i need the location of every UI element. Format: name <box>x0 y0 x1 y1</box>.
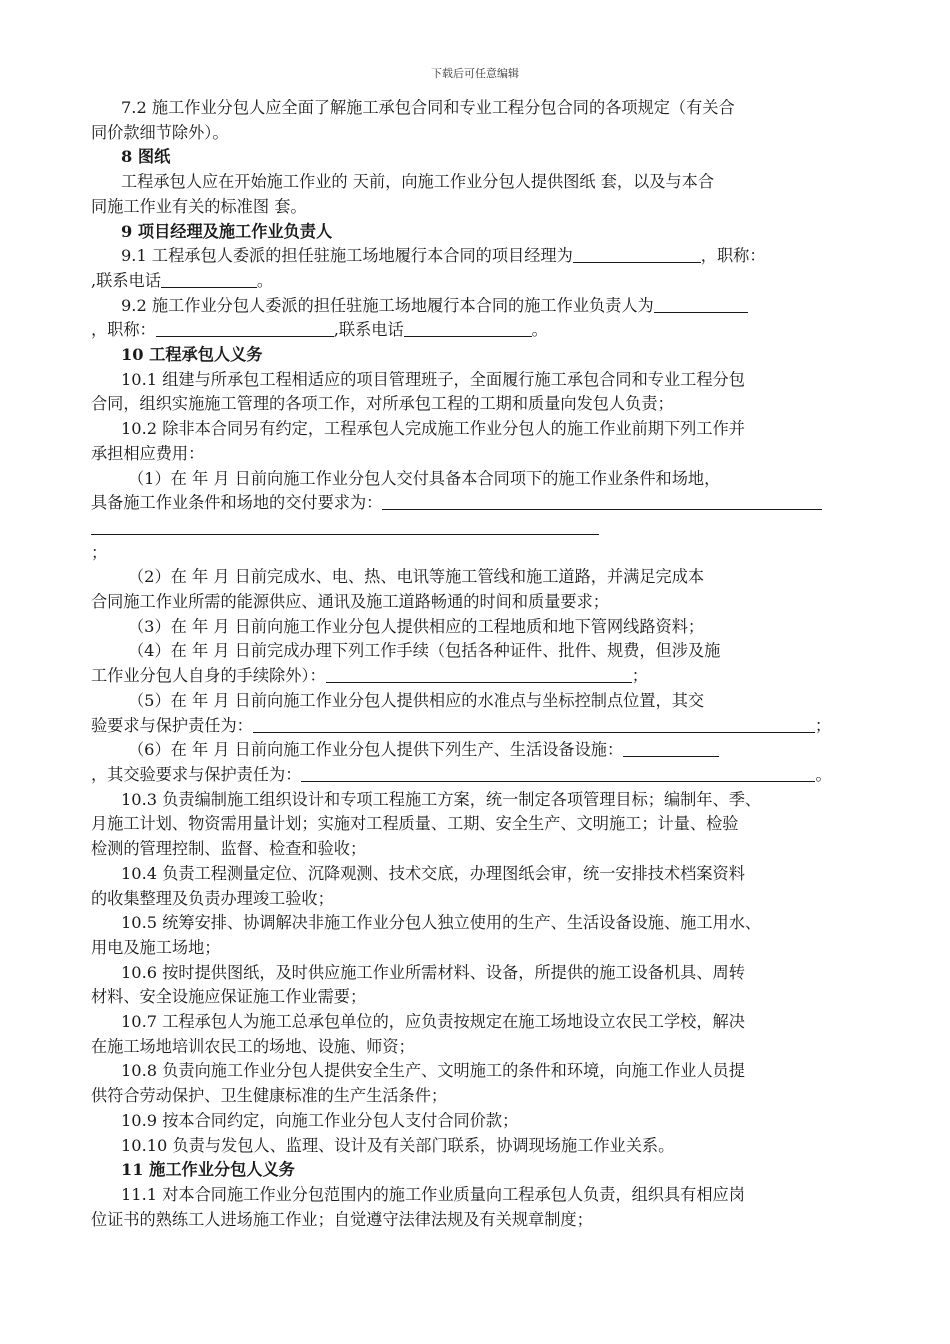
clause-10-2: 10.2 除非本合同另有约定，工程承包人完成施工作业分包人的施工作业前期下列工作并 <box>121 419 745 439</box>
clause-10-4-cont: 的收集整理及负责办理竣工验收； <box>91 888 334 908</box>
clause-10-3-cont: 月施工计划、物资需用量计划；实施对工程质量、工期、安全生产、文明施工；计量、检验 <box>91 814 739 834</box>
section-8-text: 工程承包人应在开始施工作业的 天前，向施工作业分包人提供图纸 套，以及与本合 <box>121 172 715 192</box>
item-6-cont: ，其交验要求与保护责任为： 。 <box>91 764 832 784</box>
blank-field <box>91 517 599 535</box>
item-1-blank-line <box>91 516 869 541</box>
blank-field <box>404 319 532 337</box>
clause-10-7: 10.7 工程承包人为施工总承包单位的，应负责按规定在施工场地设立农民工学校，解决 <box>121 1012 745 1032</box>
blank-field <box>156 319 334 337</box>
clause-9-2-cont: ，职称： ,联系电话 。 <box>91 320 548 340</box>
section-9-heading: 9 项目经理及施工作业负责人 <box>121 221 333 241</box>
clause-10-8-cont: 供符合劳动保护、卫生健康标准的生产生活条件； <box>91 1086 448 1106</box>
item-6: （6）在 年 月 日前向施工作业分包人提供下列生产、生活设备设施： <box>91 738 869 763</box>
clause-10-3-cont2: 检测的管理控制、监督、检查和验收； <box>91 839 367 859</box>
clause-10-4: 10.4 负责工程测量定位、沉降观测、技术交底，办理图纸会审，统一安排技术档案资料 <box>121 863 745 883</box>
clause-10-9: 10.9 按本合同约定，向施工作业分包人支付合同价款； <box>121 1110 519 1130</box>
clause-10-2-cont: 承担相应费用： <box>91 443 205 463</box>
section-8-text-cont: 同施工作业有关的标准图 套。 <box>91 196 307 216</box>
clause-7-2-cont: 同价款细节除外）。 <box>91 122 229 142</box>
item-1-end: ； <box>91 542 108 562</box>
clause-11-1-cont: 位证书的熟练工人进场施工作业；自觉遵守法律法规及有关规章制度； <box>91 1209 593 1229</box>
document-body <box>91 96 869 1232</box>
item-1: （1）在 年 月 日前向施工作业分包人交付具备本合同项下的施工作业条件和场地， <box>128 468 721 488</box>
blank-field <box>326 665 632 683</box>
clause-10-5-cont: 用电及施工场地； <box>91 937 221 957</box>
clause-10-7-cont: 在施工场地培训农民工的场地、设施、师资； <box>91 1036 415 1056</box>
clause-9-2: 9.2 施工作业分包人委派的担任驻施工场地履行本合同的施工作业负责人为 <box>91 294 869 319</box>
item-2-cont: 合同施工作业所需的能源供应、通讯及施工道路畅通的时间和质量要求； <box>91 592 609 612</box>
blank-field <box>253 715 815 733</box>
item-4-cont: 工作业分包人自身的手续除外）： ； <box>91 666 648 686</box>
clause-9-1: 9.1 工程承包人委派的担任驻施工场地履行本合同的项目经理为 ，职称： <box>121 246 766 266</box>
page-header: 下载后可任意编辑 <box>431 67 519 80</box>
item-1-cont: 具备施工作业条件和场地的交付要求为： <box>91 491 869 516</box>
blank-field <box>573 245 701 263</box>
clause-10-6: 10.6 按时提供图纸，及时供应施工作业所需材料、设备，所提供的施工设备机具、周转 <box>121 962 745 982</box>
section-11-heading: 11 施工作业分包人义务 <box>121 1160 295 1180</box>
clause-10-6-cont: 材料、安全设施应保证施工作业需要； <box>91 987 367 1007</box>
clause-10-1: 10.1 组建与所承包工程相适应的项目管理班子，全面履行施工承包合同和专业工程分包 <box>121 369 745 389</box>
blank-field <box>623 739 719 757</box>
clause-11-1: 11.1 对本合同施工作业分包范围内的施工作业质量向工程承包人负责，组织具有相应岗 <box>121 1184 745 1204</box>
clause-10-5: 10.5 统筹安排、协调解决非施工作业分包人独立使用的生产、生活设备设施、施工用水、 <box>121 913 762 933</box>
blank-field <box>654 295 748 313</box>
clause-10-3: 10.3 负责编制施工组织设计和专项工程施工方案，统一制定各项管理目标；编制年、季、 <box>121 789 762 809</box>
clause-10-1-cont: 合同，组织实施施工管理的各项工作，对所承包工程的工期和质量向发包人负责； <box>91 394 674 414</box>
blank-field <box>161 270 257 288</box>
blank-field <box>301 764 815 782</box>
clause-9-1-cont: ,联系电话 。 <box>91 270 274 290</box>
item-5: （5）在 年 月 日前向施工作业分包人提供相应的水准点与坐标控制点位置，其交 <box>128 690 705 710</box>
section-8-heading: 8 图纸 <box>121 147 171 167</box>
blank-field <box>382 492 822 510</box>
clause-10-10: 10.10 负责与发包人、监理、设计及有关部门联系，协调现场施工作业关系。 <box>121 1135 675 1155</box>
clause-7-2: 7.2 施工作业分包人应全面了解施工承包合同和专业工程分包合同的各项规定（有关合 <box>121 98 735 117</box>
item-5-cont: 验要求与保护责任为： ； <box>91 715 832 735</box>
item-2: （2）在 年 月 日前完成水、电、热、电讯等施工管线和施工道路，并满足完成本 <box>128 567 705 587</box>
section-10-heading: 10 工程承包人义务 <box>121 345 263 365</box>
item-4: （4）在 年 月 日前完成办理下列工作手续（包括各种证件、批件、规费，但涉及施 <box>128 641 721 661</box>
item-3: （3）在 年 月 日前向施工作业分包人提供相应的工程地质和地下管网线路资料； <box>128 616 705 636</box>
clause-10-8: 10.8 负责向施工作业分包人提供安全生产、文明施工的条件和环境，向施工作业人员提 <box>121 1061 745 1081</box>
